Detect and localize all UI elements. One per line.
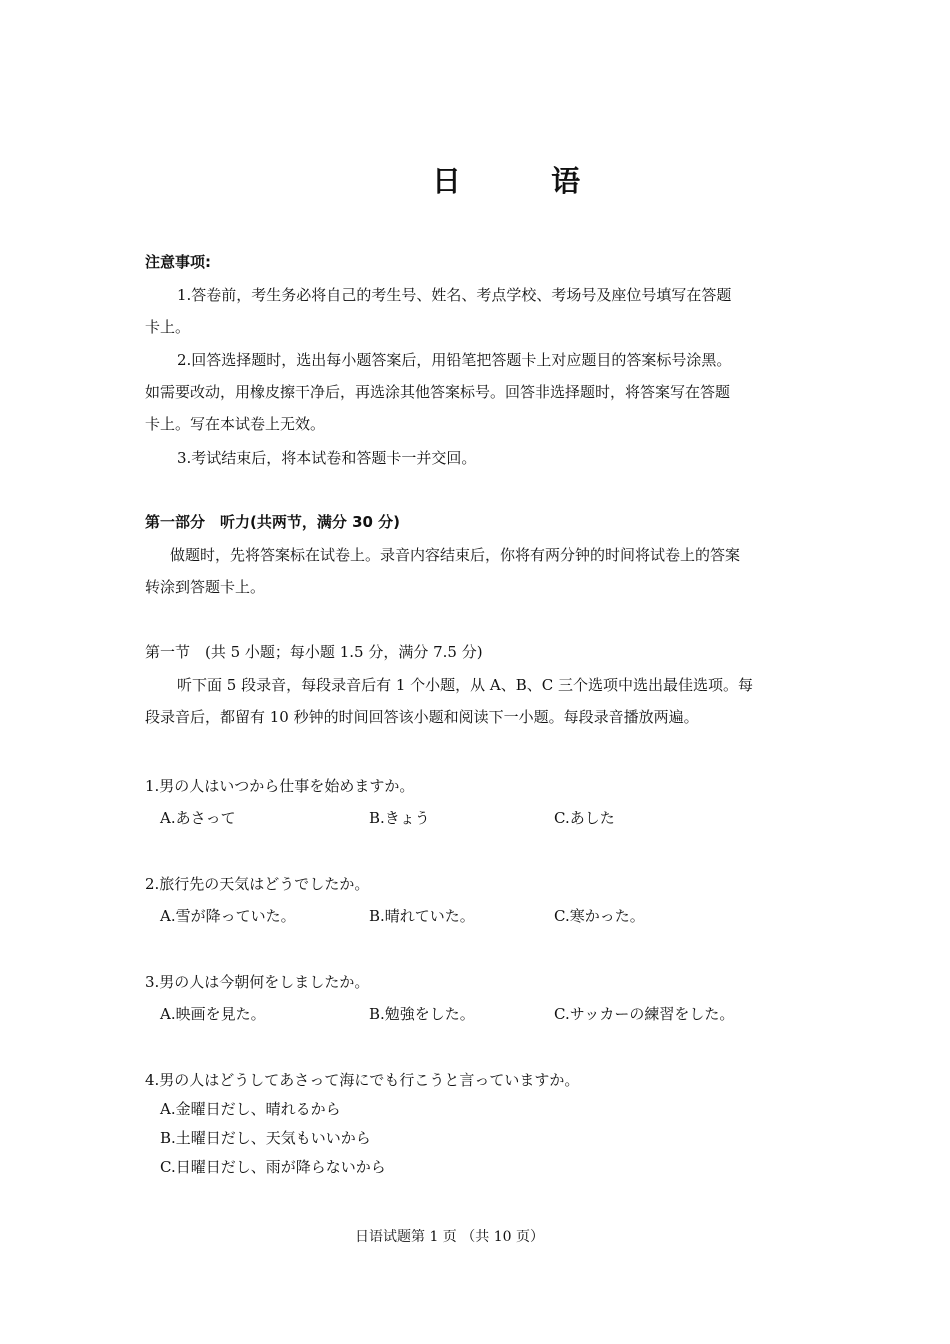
page-footer: 日语试题第 1 页 （共 10 页） [355, 1229, 544, 1245]
notice-item3-line1: 3.考试结束后，将本试卷和答题卡一并交回。 [177, 449, 477, 467]
part1-intro-line2: 转涂到答题卡上。 [145, 578, 266, 596]
notice-item1-line1: 1.答卷前，考生务必将自己的考生号、姓名、考点学校、考场号及座位号填写在答题 [177, 286, 732, 304]
notice-item2-line2: 如需要改动，用橡皮擦干净后，再选涂其他答案标号。回答非选择题时，将答案写在答题 [145, 383, 731, 401]
question-4-option-b: B.土曜日だし、天気もいいから [160, 1129, 371, 1147]
section1-heading: 第一节 (共 5 小题；每小题 1.5 分，满分 7.5 分) [145, 643, 483, 661]
question-1-option-c: C.あした [554, 809, 615, 827]
question-2-option-c: C.寒かった。 [554, 907, 645, 925]
part1-heading: 第一部分 听力(共两节，满分 30 分) [145, 513, 401, 531]
page-title: 日 语 [432, 164, 621, 198]
part1-intro-line1: 做题时，先将答案标在试卷上。录音内容结束后，你将有两分钟的时间将试卷上的答案 [170, 546, 741, 564]
notice-heading: 注意事项: [145, 253, 211, 271]
notice-item1-line2: 卡上。 [145, 318, 191, 336]
question-3-stem: 3.男の人は今朝何をしましたか。 [145, 973, 370, 991]
question-2-stem: 2.旅行先の天気はどうでしたか。 [145, 875, 370, 893]
question-1-option-a: A.あさって [160, 809, 236, 827]
question-3-option-b: B.勉強をした。 [369, 1005, 475, 1023]
question-1-option-b: B.きょう [369, 809, 430, 827]
question-1-stem: 1.男の人はいつから仕事を始めますか。 [145, 777, 415, 795]
section1-intro-line1: 听下面 5 段录音，每段录音后有 1 个小题，从 A、B、C 三个选项中选出最佳选项。每 [177, 676, 754, 694]
question-2-option-a: A.雪が降っていた。 [160, 907, 296, 925]
question-2-option-b: B.晴れていた。 [369, 907, 475, 925]
question-3-option-a: A.映画を見た。 [160, 1005, 266, 1023]
notice-item2-line1: 2.回答选择题时，选出每小题答案后，用铅笔把答题卡上对应题目的答案标号涂黑。 [177, 351, 732, 369]
question-4-stem: 4.男の人はどうしてあさって海にでも行こうと言っていますか。 [145, 1071, 580, 1089]
section1-intro-line2: 段录音后，都留有 10 秒钟的时间回答该小题和阅读下一小题。每段录音播放两遍。 [145, 708, 699, 726]
question-3-option-c: C.サッカーの練習をした。 [554, 1005, 735, 1023]
notice-item2-line3: 卡上。写在本试卷上无效。 [145, 415, 326, 433]
question-4-option-c: C.日曜日だし、雨が降らないから [160, 1158, 386, 1176]
question-4-option-a: A.金曜日だし、晴れるから [160, 1100, 341, 1118]
